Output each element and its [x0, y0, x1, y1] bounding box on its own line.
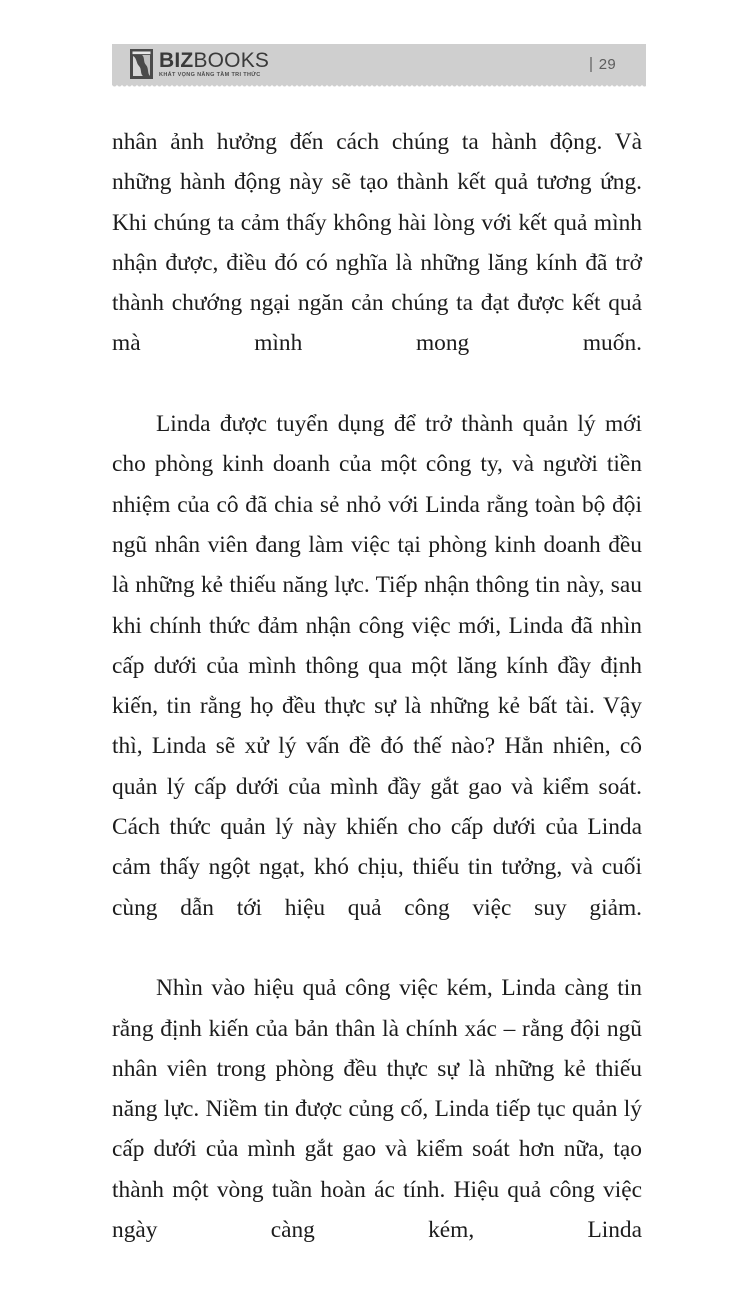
page-folio [590, 56, 646, 73]
wordmark [159, 50, 269, 71]
page-body [112, 122, 642, 1291]
paragraph: Nhìn vào hiệu quả công việc kém, Linda càng tin rằng định kiến của bản thân là chính xác – rằng đội ngũ nhân viên trong phòng đều thực sự là những kẻ thiếu năng lực. Niềm tin được củng cố, Linda tiếp tục quản lý cấp dưới của mình gắt gao và kiểm soát hơn nữa, tạo thành một vòng tuần hoàn ác tính. Hiệu quả công việc ngày càng kém, Linda [112, 975, 642, 1244]
paragraph: Linda được tuyển dụng để trở thành quản lý mới cho phòng kinh doanh của một công ty, và người tiền nhiệm của cô đã chia sẻ nhỏ với Linda rằng toàn bộ đội ngũ nhân viên đang làm việc tại phòng kinh doanh đều là những kẻ thiếu năng lực. Tiếp nhận thông tin này, sau khi chính thức đảm nhận công việc mới, Linda đã nhìn cấp dưới của mình thông qua một lăng kính đầy định kiến, tin rằng họ đều thực sự là những kẻ bất tài. Vậy thì, Linda sẽ xử lý vấn đề đó thế nào? Hẳn nhiên, cô quản lý cấp dưới của mình đầy gắt gao và kiểm soát. Cách thức quản lý này khiến cho cấp dưới của Linda cảm thấy ngột ngạt, khó chịu, thiếu tin tưởng, và cuối cùng dẫn tới hiệu quả công việc suy giảm. [112, 411, 642, 921]
logo-text-block [159, 50, 269, 79]
page-number: 29 [598, 55, 616, 73]
logo-tagline: KHÁT VỌNG NÂNG TẦM TRI THỨC [159, 72, 261, 79]
publisher-logo [112, 49, 269, 79]
running-header [112, 44, 646, 84]
book-emblem-icon [130, 49, 153, 79]
folio-separator-rule [590, 57, 592, 72]
wordmark-primary: BIZ [159, 48, 194, 72]
paragraph: nhân ảnh hưởng đến cách chúng ta hành động. Và những hành động này sẽ tạo thành kết quả tương ứng. Khi chúng ta cảm thấy không hài lòng với kết quả mình nhận được, điều đó có nghĩa là những lăng kính đã trở thành chướng ngại ngăn cản chúng ta đạt được kết quả mà mình mong muốn. [112, 129, 642, 357]
wordmark-secondary: BOOKS [193, 48, 270, 72]
